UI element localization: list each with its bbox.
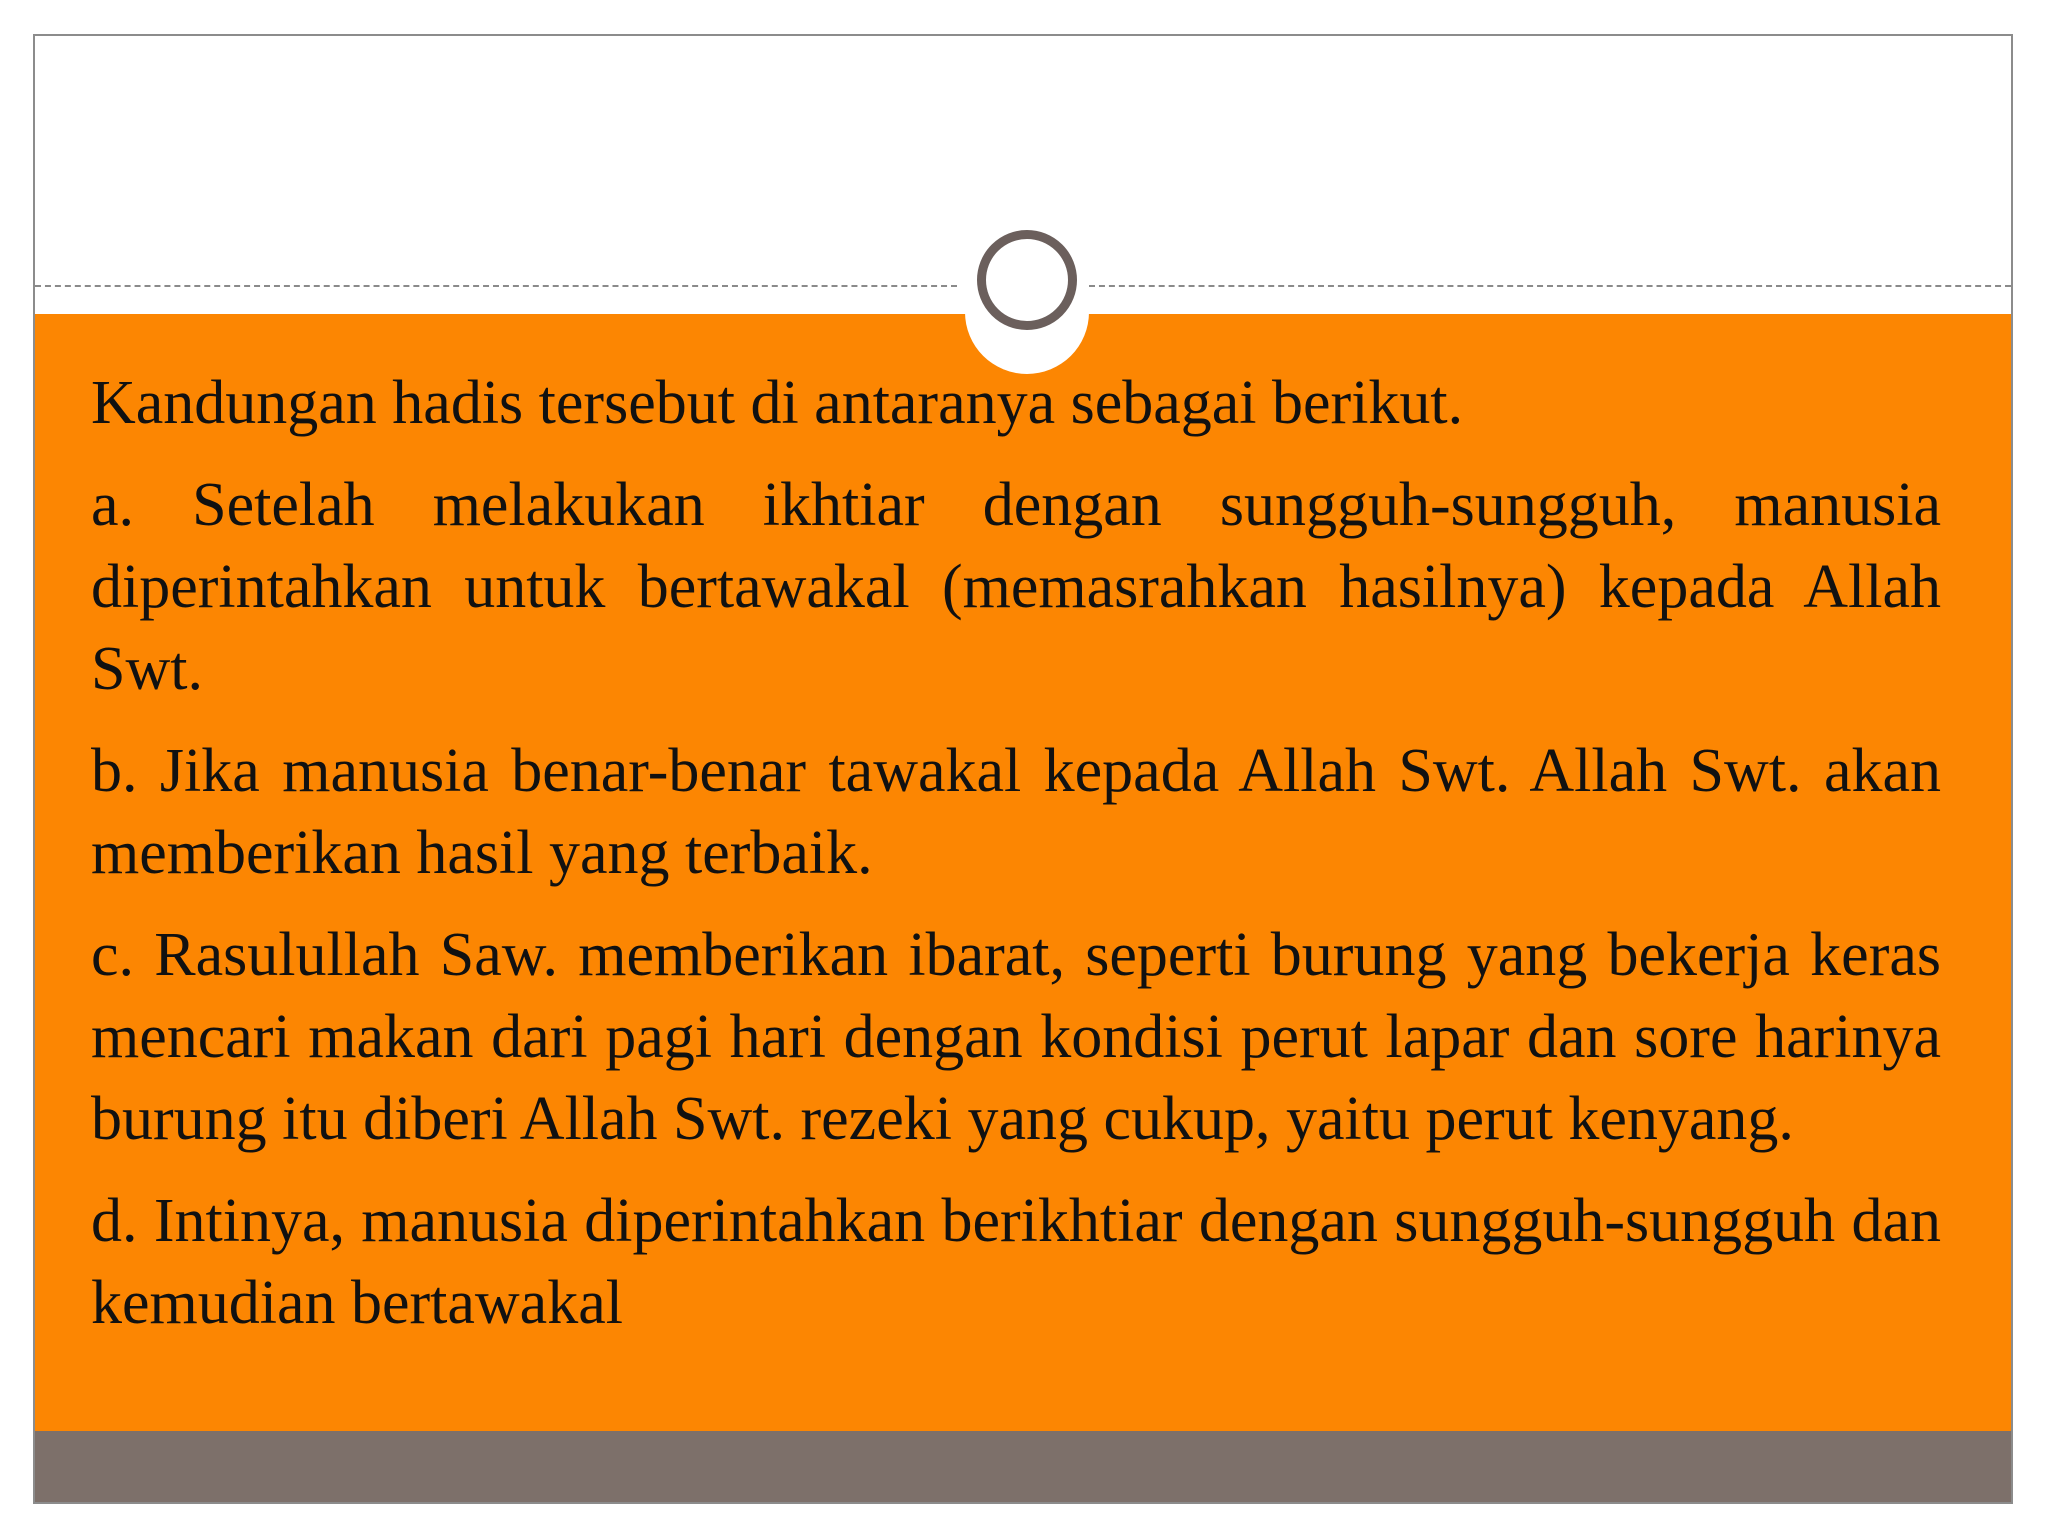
point-b: b. Jika manusia benar-benar tawakal kepada Allah Swt. Allah Swt. akan memberikan hasil yang terbaik. [91,737,1941,887]
dashed-divider-right [1089,285,2011,287]
footer-bar [35,1431,2011,1504]
circle-ring-icon [977,230,1077,330]
slide [33,34,2013,1504]
point-a: a. Setelah melakukan ikhtiar dengan sungguh-sungguh, manusia diperintahkan untuk bertawakal (memasrahkan hasilnya) kepada Allah Swt. [91,471,1941,703]
intro-paragraph: Kandungan hadis tersebut di antaranya sebagai berikut. [91,369,1464,437]
dashed-divider-left [35,285,957,287]
slide-body-text [91,362,1941,1364]
point-c: c. Rasulullah Saw. memberikan ibarat, seperti burung yang bekerja keras mencari makan dari pagi hari dengan kondisi perut lapar dan sore harinya burung itu diberi Allah Swt. rezeki yang cukup, yaitu perut kenyang. [91,921,1941,1153]
point-d: d. Intinya, manusia diperintahkan berikhtiar dengan sungguh-sungguh dan kemudian bertawakal [91,1187,1941,1337]
